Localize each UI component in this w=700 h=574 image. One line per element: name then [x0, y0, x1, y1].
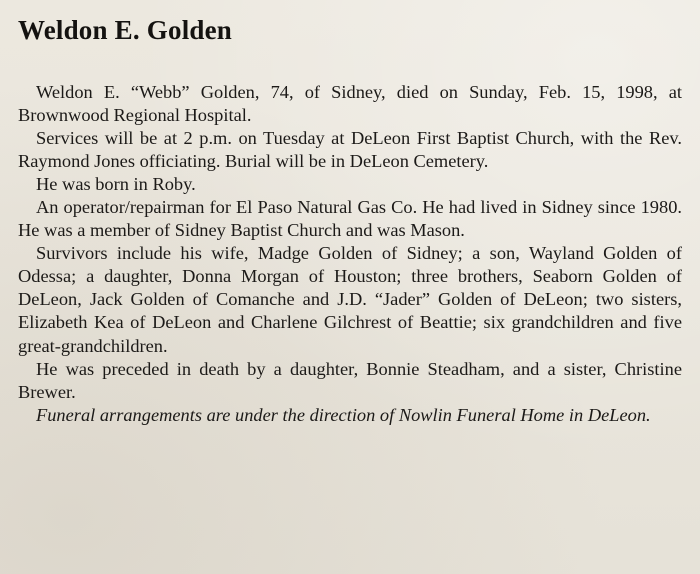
- obituary-paragraph-survivors: Survivors include his wife, Madge Golden of Sidney; a son, Wayland Golden of Odessa; a daughter, Donna Morgan of Houston; three brothers, Seaborn Golden of DeLeon, Jack Golden of Comanche and J.D. “Jader” Golden of DeLeon; two sisters, Elizabeth Kea of DeLeon and Charlene Gilchrest of Beattie; six grandchildren and five great-grandchildren.: [18, 243, 682, 356]
- obituary-paragraph-career: An operator/repairman for El Paso Natural Gas Co. He had lived in Sidney since 1980. He was a member of Sidney Baptist Church and was Mason.: [18, 197, 682, 241]
- obituary-paragraph-death-notice: Weldon E. “Webb” Golden, 74, of Sidney, died on Sunday, Feb. 15, 1998, at Brownwood Regional Hospital.: [18, 82, 682, 126]
- obituary-paragraph-arrangements: Funeral arrangements are under the direction of Nowlin Funeral Home in DeLeon.: [36, 404, 651, 425]
- obituary-paragraph-preceded: He was preceded in death by a daughter, Bonnie Steadham, and a sister, Christine Brewer.: [18, 358, 682, 402]
- obituary-paragraph-birthplace: He was born in Roby.: [36, 174, 196, 195]
- obituary-body: [18, 81, 682, 427]
- obituary-paragraph-services: Services will be at 2 p.m. on Tuesday at DeLeon First Baptist Church, with the Rev. Raymond Jones officiating. Burial will be in DeLeon Cemetery.: [18, 128, 682, 172]
- obituary-headline: Weldon E. Golden: [18, 15, 233, 45]
